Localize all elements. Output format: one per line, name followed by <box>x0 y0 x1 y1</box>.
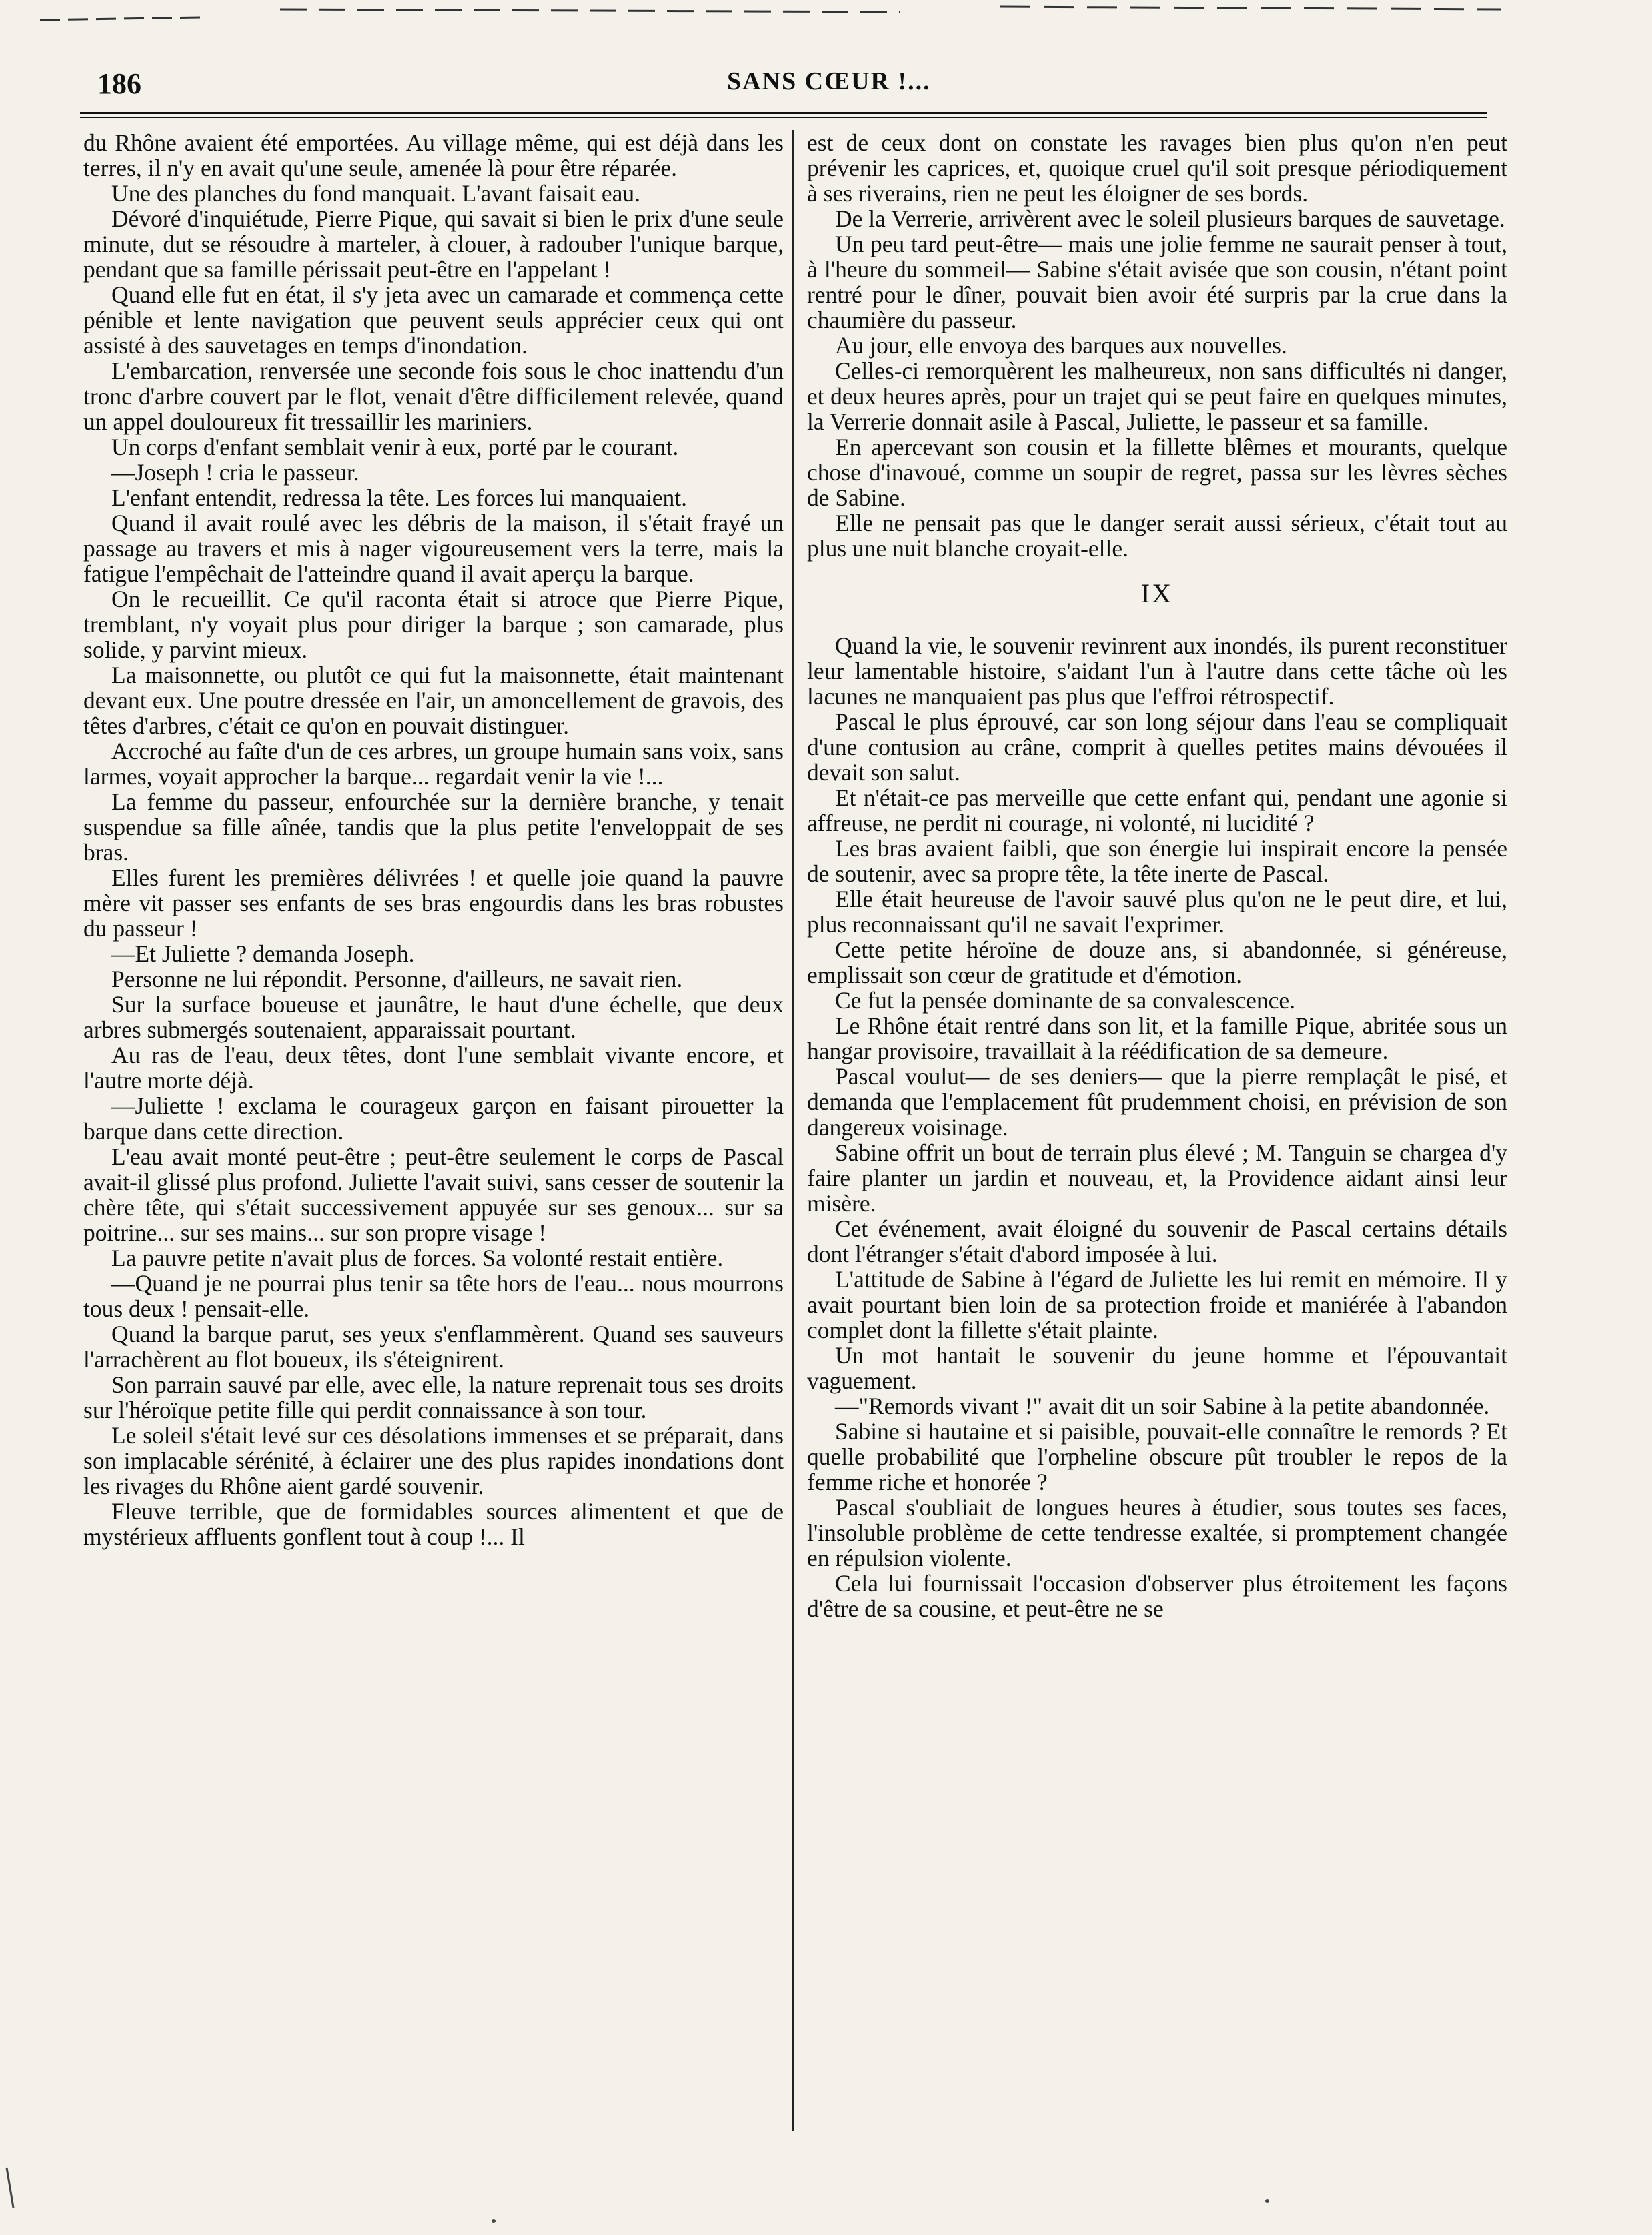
paragraph: Pascal le plus éprouvé, car son long séjour dans l'eau se compliquait d'une contusion au crâne, comprit à quelles petites mains dévouées il devait son salut. <box>807 708 1507 786</box>
paragraph: Elles furent les premières délivrées ! et quelle joie quand la pauvre mère vit passer ses enfants de ses bras engourdis dans les bras robustes du passeur ! <box>83 864 784 942</box>
paragraph: Personne ne lui répondit. Personne, d'ailleurs, ne savait rien. <box>111 966 683 992</box>
header-rule <box>80 112 1487 118</box>
chapter-heading: IX <box>1140 578 1174 608</box>
paragraph: —Joseph ! cria le passeur. <box>111 459 359 486</box>
paragraph: L'eau avait monté peut-être ; peut-être seulement le corps de Pascal avait-il glissé plus profond. Juliette l'avait suivi, sans cesser de soutenir la chère tête, qui s'était successivement appuyée sur ses genoux... sur sa poitrine... sur ses mains... sur son propre visage ! <box>83 1143 784 1246</box>
paragraph: Et n'était-ce pas merveille que cette enfant qui, pendant une agonie si affreuse, ne perdit ni courage, ni volonté, ni lucidité ? <box>807 784 1507 836</box>
paragraph: Ce fut la pensée dominante de sa convalescence. <box>835 987 1295 1014</box>
paragraph: Sabine offrit un bout de terrain plus élevé ; M. Tanguin se chargea d'y faire planter un jardin et nouveau, et, la Providence aidant ainsi leur misère. <box>807 1139 1507 1217</box>
paragraph: L'embarcation, renversée une seconde fois sous le choc inattendu d'un tronc d'arbre couvert par le flot, venait d'être difficilement relevée, quand un appel douloureux fit tressaillir les mariniers. <box>83 357 784 435</box>
left-column <box>83 130 784 2144</box>
paragraph: Fleuve terrible, que de formidables sources alimentent et que de mystérieux affluents gonflent tout à coup !... Il <box>83 1498 784 1550</box>
paragraph: La pauvre petite n'avait plus de forces. Sa volonté restait entière. <box>111 1245 724 1271</box>
paragraph: Le soleil s'était levé sur ces désolations immenses et se préparait, dans son implacable sérénité, à éclairer une des plus rapides inondations dont les rivages du Rhône aient gardé souvenir. <box>83 1422 784 1499</box>
paragraph: La maisonnette, ou plutôt ce qui fut la maisonnette, était maintenant devant eux. Une poutre dressée en l'air, un amoncellement de gravois, des têtes d'arbres, c'était ce qu'on en pouvait distinguer. <box>83 662 784 739</box>
paragraph: Sur la surface boueuse et jaunâtre, le haut d'une échelle, que deux arbres submergés soutenaient, apparaissait pourtant. <box>83 991 784 1043</box>
paragraph: Quand la barque parut, ses yeux s'enflammèrent. Quand ses sauveurs l'arrachèrent au flot boueux, ils s'éteignirent. <box>83 1321 784 1373</box>
paragraph: Quand il avait roulé avec les débris de la maison, il s'était frayé un passage au travers et mis à nager vigoureusement vers la terre, mais la fatigue l'empêchait de l'atteindre quand il avait aperçu la barque. <box>83 510 784 587</box>
paragraph: La femme du passeur, enfourchée sur la dernière branche, y tenait suspendue sa fille aînée, tandis que la plus petite l'enveloppait de ses bras. <box>83 788 784 866</box>
paragraph: Pascal voulut— de ses deniers— que la pierre remplaçât le pisé, et demanda que l'emplacement fût prudemment choisi, en prévision de son dangereux voisinage. <box>807 1063 1507 1141</box>
paragraph: Les bras avaient faibli, que son énergie lui inspirait encore la pensée de soutenir, avec sa propre tête, la tête inerte de Pascal. <box>807 835 1507 887</box>
paragraph: Le Rhône était rentré dans son lit, et la famille Pique, abritée sous un hangar provisoire, travaillait à la réédification de sa demeure. <box>807 1012 1507 1064</box>
running-title: SANS CŒUR !... <box>727 67 931 95</box>
paragraph: Pascal s'oubliait de longues heures à étudier, sous toutes ses faces, l'insoluble problème de cette tendresse exaltée, si promptement changée en répulsion violente. <box>807 1494 1507 1571</box>
paragraph: Sabine si hautaine et si paisible, pouvait-elle connaître le remords ? Et quelle probabilité que l'orpheline obscure pût troubler le repos de la femme riche et honorée ? <box>807 1418 1507 1495</box>
paragraph: En apercevant son cousin et la fillette blêmes et mourants, quelque chose d'inavoué, comme un soupir de regret, passa sur les lèvres sèches de Sabine. <box>807 434 1507 511</box>
paragraph: Cette petite héroïne de douze ans, si abandonnée, si généreuse, emplissait son cœur de gratitude et d'émotion. <box>807 936 1507 988</box>
scan-bottom-marks <box>0 2154 1652 2234</box>
paragraph: Elle ne pensait pas que le danger serait aussi sérieux, c'était tout au plus une nuit blanche croyait-elle. <box>807 510 1507 562</box>
paragraph: Accroché au faîte d'un de ces arbres, un groupe humain sans voix, sans larmes, voyait approcher la barque... regardait venir la vie !... <box>83 738 784 790</box>
paragraph: Au jour, elle envoya des barques aux nouvelles. <box>835 332 1287 359</box>
paragraph: Quand elle fut en état, il s'y jeta avec un camarade et commença cette pénible et lente navigation que peuvent seuls apprécier ceux qui ont assisté à des sauvetages en temps d'inondation. <box>83 281 784 359</box>
paragraph: Cet événement, avait éloigné du souvenir de Pascal certains détails dont l'étranger s'était d'abord imposée à lui. <box>807 1215 1507 1267</box>
scan-edge-marks <box>0 0 1652 27</box>
paragraph: Une des planches du fond manquait. L'avant faisait eau. <box>111 180 641 207</box>
paragraph: Celles-ci remorquèrent les malheureux, non sans difficultés ni danger, et deux heures après, pour un trajet qui se peut faire en quelques minutes, la Verrerie donnait asile à Pascal, Juliette, le passeur et sa famille. <box>807 357 1507 435</box>
paragraph: Son parrain sauvé par elle, avec elle, la nature reprenait tous ses droits sur l'héroïque petite fille qui perdit connaissance à son tour. <box>83 1371 784 1423</box>
paragraph: —Quand je ne pourrai plus tenir sa tête hors de l'eau... nous mourrons tous deux ! pensait-elle. <box>83 1270 784 1322</box>
column-divider <box>792 130 794 2131</box>
paragraph: Quand la vie, le souvenir revinrent aux inondés, ils purent reconstituer leur lamentable histoire, s'aidant l'un à l'autre dans cette tâche où les lacunes ne manquaient pas plus que l'effroi rétrospectif. <box>807 632 1507 710</box>
paragraph: Cela lui fournissait l'occasion d'observer plus étroitement les façons d'être de sa cousine, et peut-être ne se <box>807 1570 1507 1622</box>
paragraph: L'attitude de Sabine à l'égard de Juliette les lui remit en mémoire. Il y avait pourtant bien loin de sa protection froide et maniérée à l'abandon complet dont la fillette s'était plainte. <box>807 1266 1507 1343</box>
right-column <box>807 130 1507 2144</box>
paragraph: —"Remords vivant !" avait dit un soir Sabine à la petite abandonnée. <box>835 1393 1490 1419</box>
paragraph: du Rhône avaient été emportées. Au village même, qui est déjà dans les terres, il n'y en avait qu'une seule, amenée là pour être réparée. <box>83 130 784 181</box>
paragraph: Un mot hantait le souvenir du jeune homme et l'épouvantait vaguement. <box>807 1342 1507 1394</box>
paragraph: —Et Juliette ? demanda Joseph. <box>111 940 415 967</box>
paragraph: est de ceux dont on constate les ravages bien plus qu'on n'en peut prévenir les caprices, et, quoique cruel qu'il soit presque périodiquement à ses riverains, rien ne peut les éloigner de ses bords. <box>807 130 1507 207</box>
paragraph: —Juliette ! exclama le courageux garçon en faisant pirouetter la barque dans cette direction. <box>83 1092 784 1145</box>
paragraph: Dévoré d'inquiétude, Pierre Pique, qui savait si bien le prix d'une seule minute, dut se résoudre à marteler, à clouer, à radouber l'unique barque, pendant que sa famille périssait peut-être en l'appelant ! <box>83 205 784 283</box>
page-number: 186 <box>97 67 141 100</box>
paragraph: Au ras de l'eau, deux têtes, dont l'une semblait vivante encore, et l'autre morte déjà. <box>83 1042 784 1094</box>
paragraph: Elle était heureuse de l'avoir sauvé plus qu'on ne le peut dire, et lui, plus reconnaissant qu'il ne savait l'exprimer. <box>807 886 1507 938</box>
paragraph: Un peu tard peut-être— mais une jolie femme ne saurait penser à tout, à l'heure du sommeil— Sabine s'était avisée que son cousin, n'étant point rentré pour le dîner, pouvait bien avoir été surpris par la crue dans la chaumière du passeur. <box>807 231 1507 333</box>
paragraph: On le recueillit. Ce qu'il raconta était si atroce que Pierre Pique, tremblant, n'y voyait plus pour diriger la barque ; son camarade, plus solide, y parvint mieux. <box>83 586 784 663</box>
paragraph: L'enfant entendit, redressa la tête. Les forces lui manquaient. <box>111 484 687 511</box>
paragraph: Un corps d'enfant semblait venir à eux, porté par le courant. <box>111 434 679 460</box>
paragraph: De la Verrerie, arrivèrent avec le soleil plusieurs barques de sauvetage. <box>835 205 1505 232</box>
